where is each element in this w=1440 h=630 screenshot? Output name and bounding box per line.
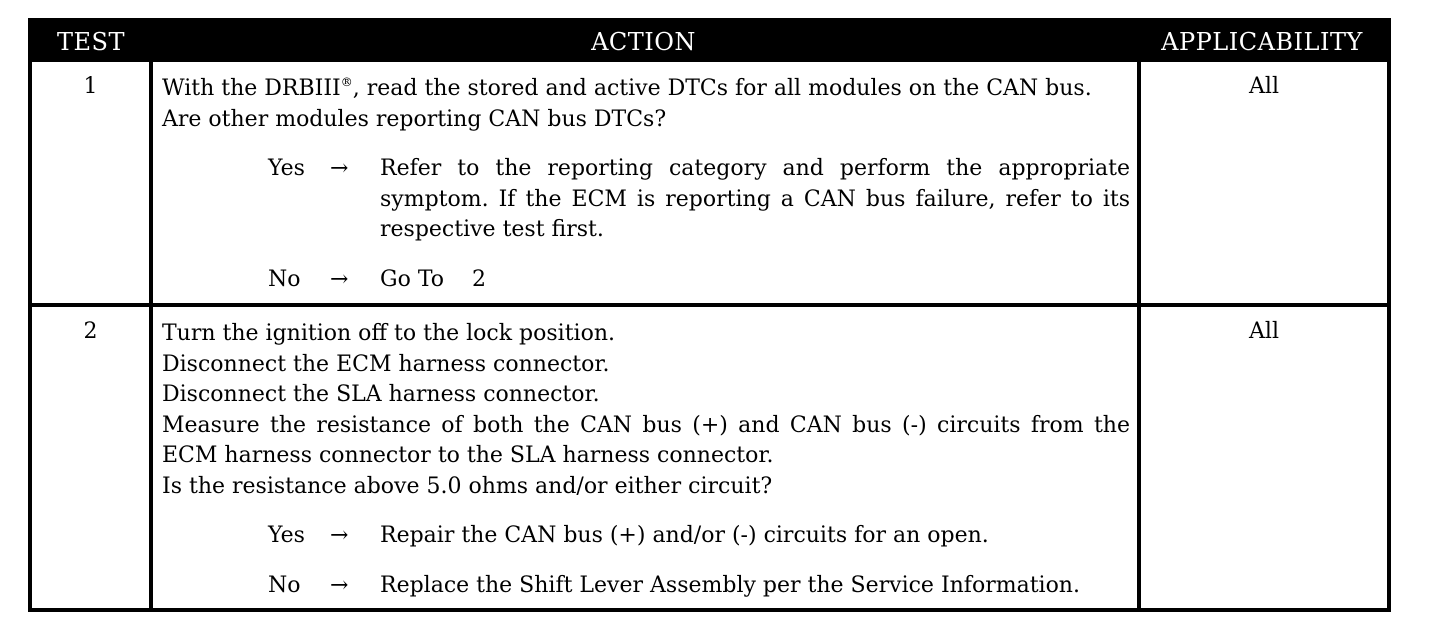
result-line: Replace the Shift Lever Assembly per the Service Information.: [380, 572, 1080, 598]
result-yes: [162, 154, 1130, 246]
table-row: [32, 62, 1387, 303]
result-no: [162, 265, 1130, 296]
right-arrow-icon: →: [330, 266, 349, 292]
right-arrow-icon: →: [330, 156, 349, 181]
right-arrow-icon: →: [330, 572, 349, 598]
result-line: Refer to the reporting category and perform the appropriate: [380, 156, 1130, 181]
result-line: symptom. If the ECM is reporting a CAN bus failure, refer to its: [380, 186, 1130, 212]
result-no: [162, 571, 1130, 602]
goto-text: Go To: [380, 266, 445, 292]
action-text: With the DRBIII: [162, 76, 341, 101]
action-line: Measure the resistance of both the CAN bus (+) and CAN bus (-) circuits from the: [162, 412, 1130, 438]
result-line: Repair the CAN bus (+) and/or (-) circuits for an open.: [380, 523, 989, 548]
result-label: No: [268, 572, 301, 598]
test-number: 1: [83, 74, 98, 99]
diagnostic-test-table: [28, 18, 1391, 612]
result-line: respective test first.: [380, 217, 604, 242]
header-action: ACTION: [591, 28, 696, 56]
table-header-row: [32, 22, 1387, 62]
header-applicability: APPLICABILITY: [1161, 28, 1363, 56]
action-line: Disconnect the ECM harness connector.: [162, 351, 610, 377]
applicability-value: All: [1249, 319, 1279, 344]
result-text: [380, 154, 1130, 246]
goto-test-link[interactable]: 2: [472, 266, 487, 292]
table-row: [32, 307, 1387, 608]
action-line: Is the resistance above 5.0 ohms and/or either circuit?: [162, 473, 773, 499]
action-line: Turn the ignition off to the lock position.: [162, 321, 615, 346]
header-test: TEST: [57, 28, 125, 56]
result-text: [380, 521, 1130, 552]
registered-mark: ®: [340, 75, 353, 89]
result-label: Yes: [268, 523, 305, 548]
action-line: [162, 74, 1130, 105]
result-label: Yes: [268, 156, 305, 181]
result-text: [380, 265, 1130, 296]
action-line: Disconnect the SLA harness connector.: [162, 382, 600, 407]
result-text: [380, 571, 1130, 602]
test-number: 2: [83, 319, 98, 344]
applicability-value: All: [1249, 74, 1279, 99]
action-line: ECM harness connector to the SLA harness connector.: [162, 443, 774, 468]
result-yes: [162, 521, 1130, 552]
result-label: No: [268, 266, 301, 292]
right-arrow-icon: →: [330, 523, 349, 548]
action-cell: [162, 319, 1130, 601]
action-line: Are other modules reporting CAN bus DTCs?: [162, 106, 667, 132]
action-cell: [162, 74, 1130, 295]
action-text: , read the stored and active DTCs for all modules on the CAN bus.: [352, 76, 1092, 101]
